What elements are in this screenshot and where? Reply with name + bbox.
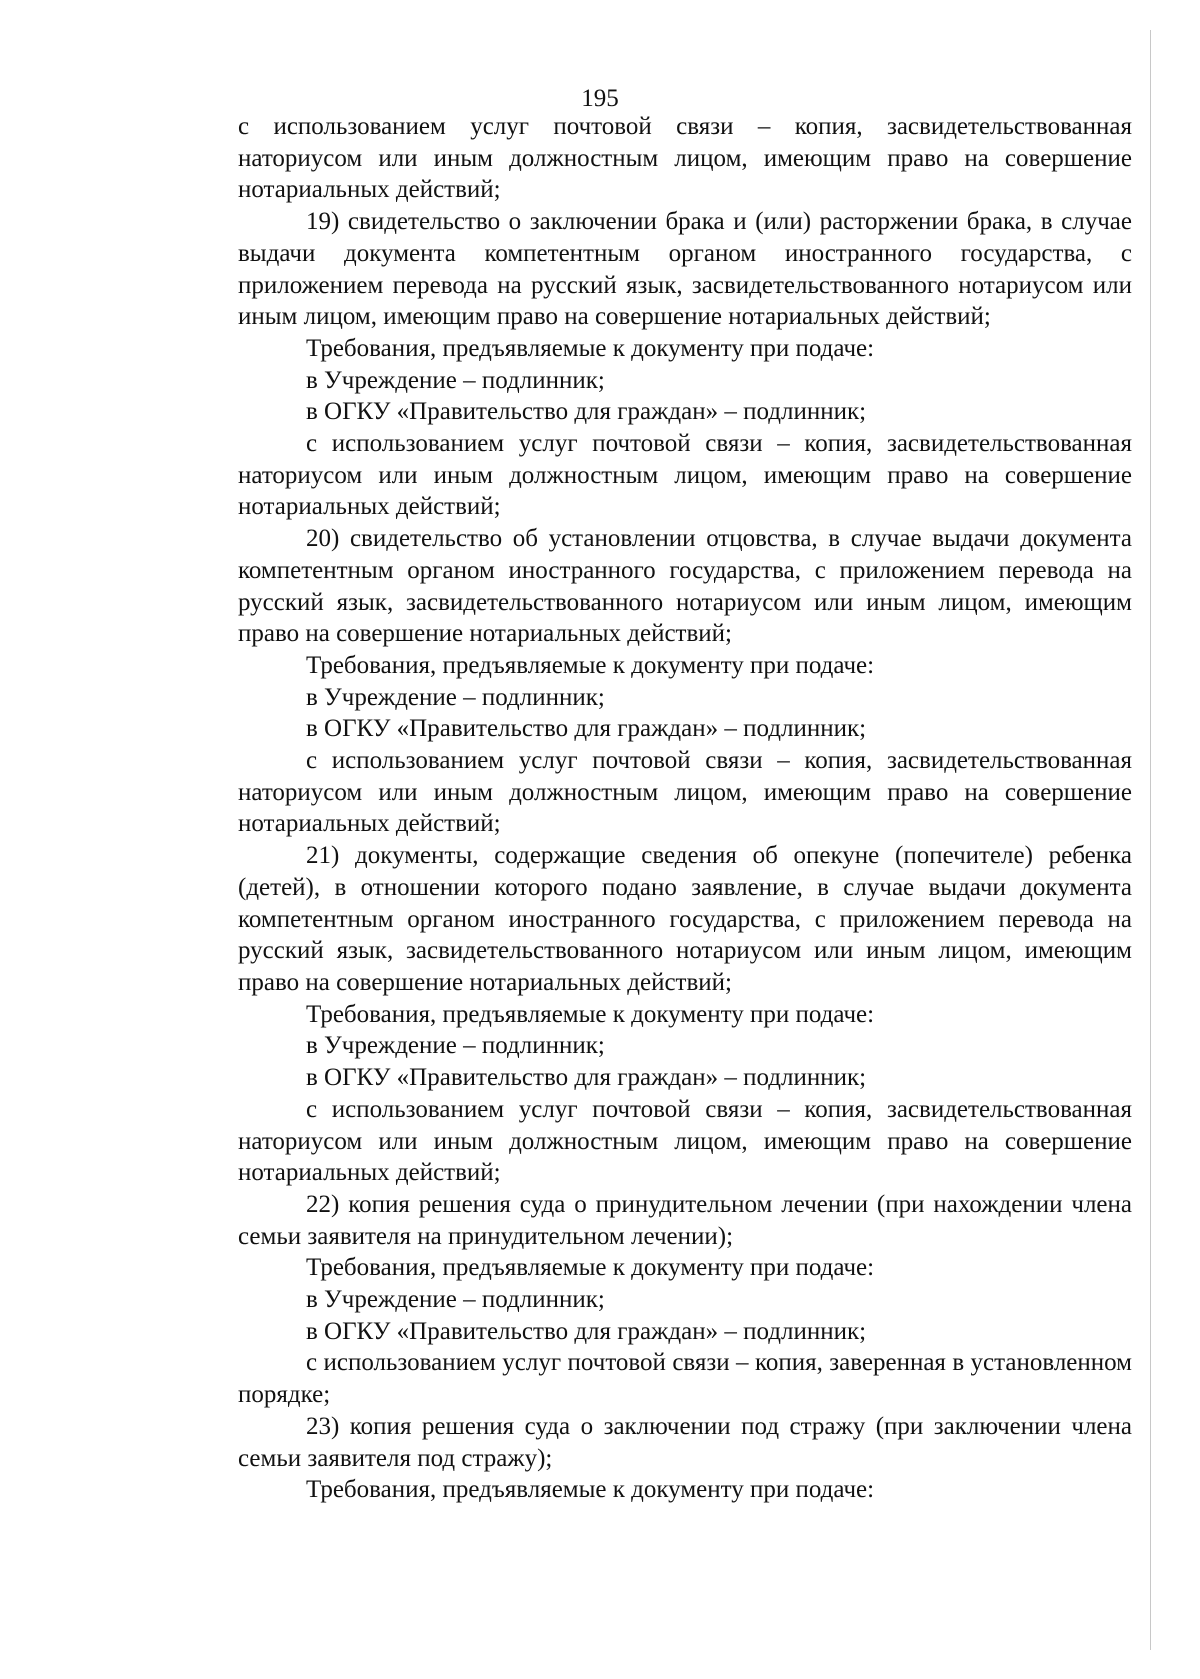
paragraph: Требования, предъявляемые к документу при подаче: [306, 651, 875, 679]
paragraph: с использованием услуг почтовой связи – копия, заверенная в установленном порядке; [238, 1349, 1132, 1409]
scan-edge-line [1150, 30, 1151, 1650]
paragraph: Требования, предъявляемые к документу при подаче: [306, 1254, 875, 1282]
paragraph: в Учреждение – подлинник; [306, 366, 605, 394]
paragraph: в ОГКУ «Правительство для граждан» – подлинник; [306, 1064, 867, 1092]
paragraph: 19) свидетельство о заключении брака и (или) расторжении брака, в случае выдачи документа компетентным органом иностранного государства, с приложением перевода на русский язык, засвидетельствованного нотариусом или иным лицом, имеющим право на совершение нотариальных действий; [238, 208, 1132, 331]
paragraph: 22) копия решения суда о принудительном лечении (при нахождении члена семьи заявителя на принудительном лечении); [238, 1190, 1132, 1250]
page-number: 195 [581, 85, 619, 112]
paragraph: в ОГКУ «Правительство для граждан» – подлинник; [306, 715, 867, 743]
paragraph: 23) копия решения суда о заключении под стражу (при заключении члена семьи заявителя под стражу); [238, 1412, 1132, 1472]
paragraph: Требования, предъявляемые к документу при подаче: [306, 1000, 875, 1028]
paragraph: в Учреждение – подлинник; [306, 1032, 605, 1060]
paragraph: в Учреждение – подлинник; [306, 683, 605, 711]
paragraph: с использованием услуг почтовой связи – копия, засвидетельствованная наториусом или иным должностным лицом, имеющим право на совершение нотариальных действий; [238, 113, 1132, 204]
paragraph: в ОГКУ «Правительство для граждан» – подлинник; [306, 398, 867, 426]
paragraph: в Учреждение – подлинник; [306, 1286, 605, 1314]
paragraph: в ОГКУ «Правительство для граждан» – подлинник; [306, 1317, 867, 1345]
document-body [238, 111, 1132, 1506]
paragraph: 20) свидетельство об установлении отцовства, в случае выдачи документа компетентным органом иностранного государства, с приложением перевода на русский язык, засвидетельствованного нотариусом или иным лицом, имеющим право на совершение нотариальных действий; [238, 525, 1132, 648]
paragraph: 21) документы, содержащие сведения об опекуне (попечителе) ребенка (детей), в отношении которого подано заявление, в случае выдачи документа компетентным органом иностранного государства, с приложением перевода на русский язык, засвидетельствованного нотариусом или иным лицом, имеющим право на совершение нотариальных действий; [238, 842, 1132, 996]
paragraph: с использованием услуг почтовой связи – копия, засвидетельствованная наториусом или иным должностным лицом, имеющим право на совершение нотариальных действий; [238, 430, 1132, 521]
paragraph: Требования, предъявляемые к документу при подаче: [306, 334, 875, 362]
paragraph: Требования, предъявляемые к документу при подаче: [306, 1476, 875, 1504]
paragraph: с использованием услуг почтовой связи – копия, засвидетельствованная наториусом или иным должностным лицом, имеющим право на совершение нотариальных действий; [238, 1095, 1132, 1187]
paragraph: с использованием услуг почтовой связи – копия, засвидетельствованная наториусом или иным должностным лицом, имеющим право на совершение нотариальных действий; [238, 747, 1132, 838]
